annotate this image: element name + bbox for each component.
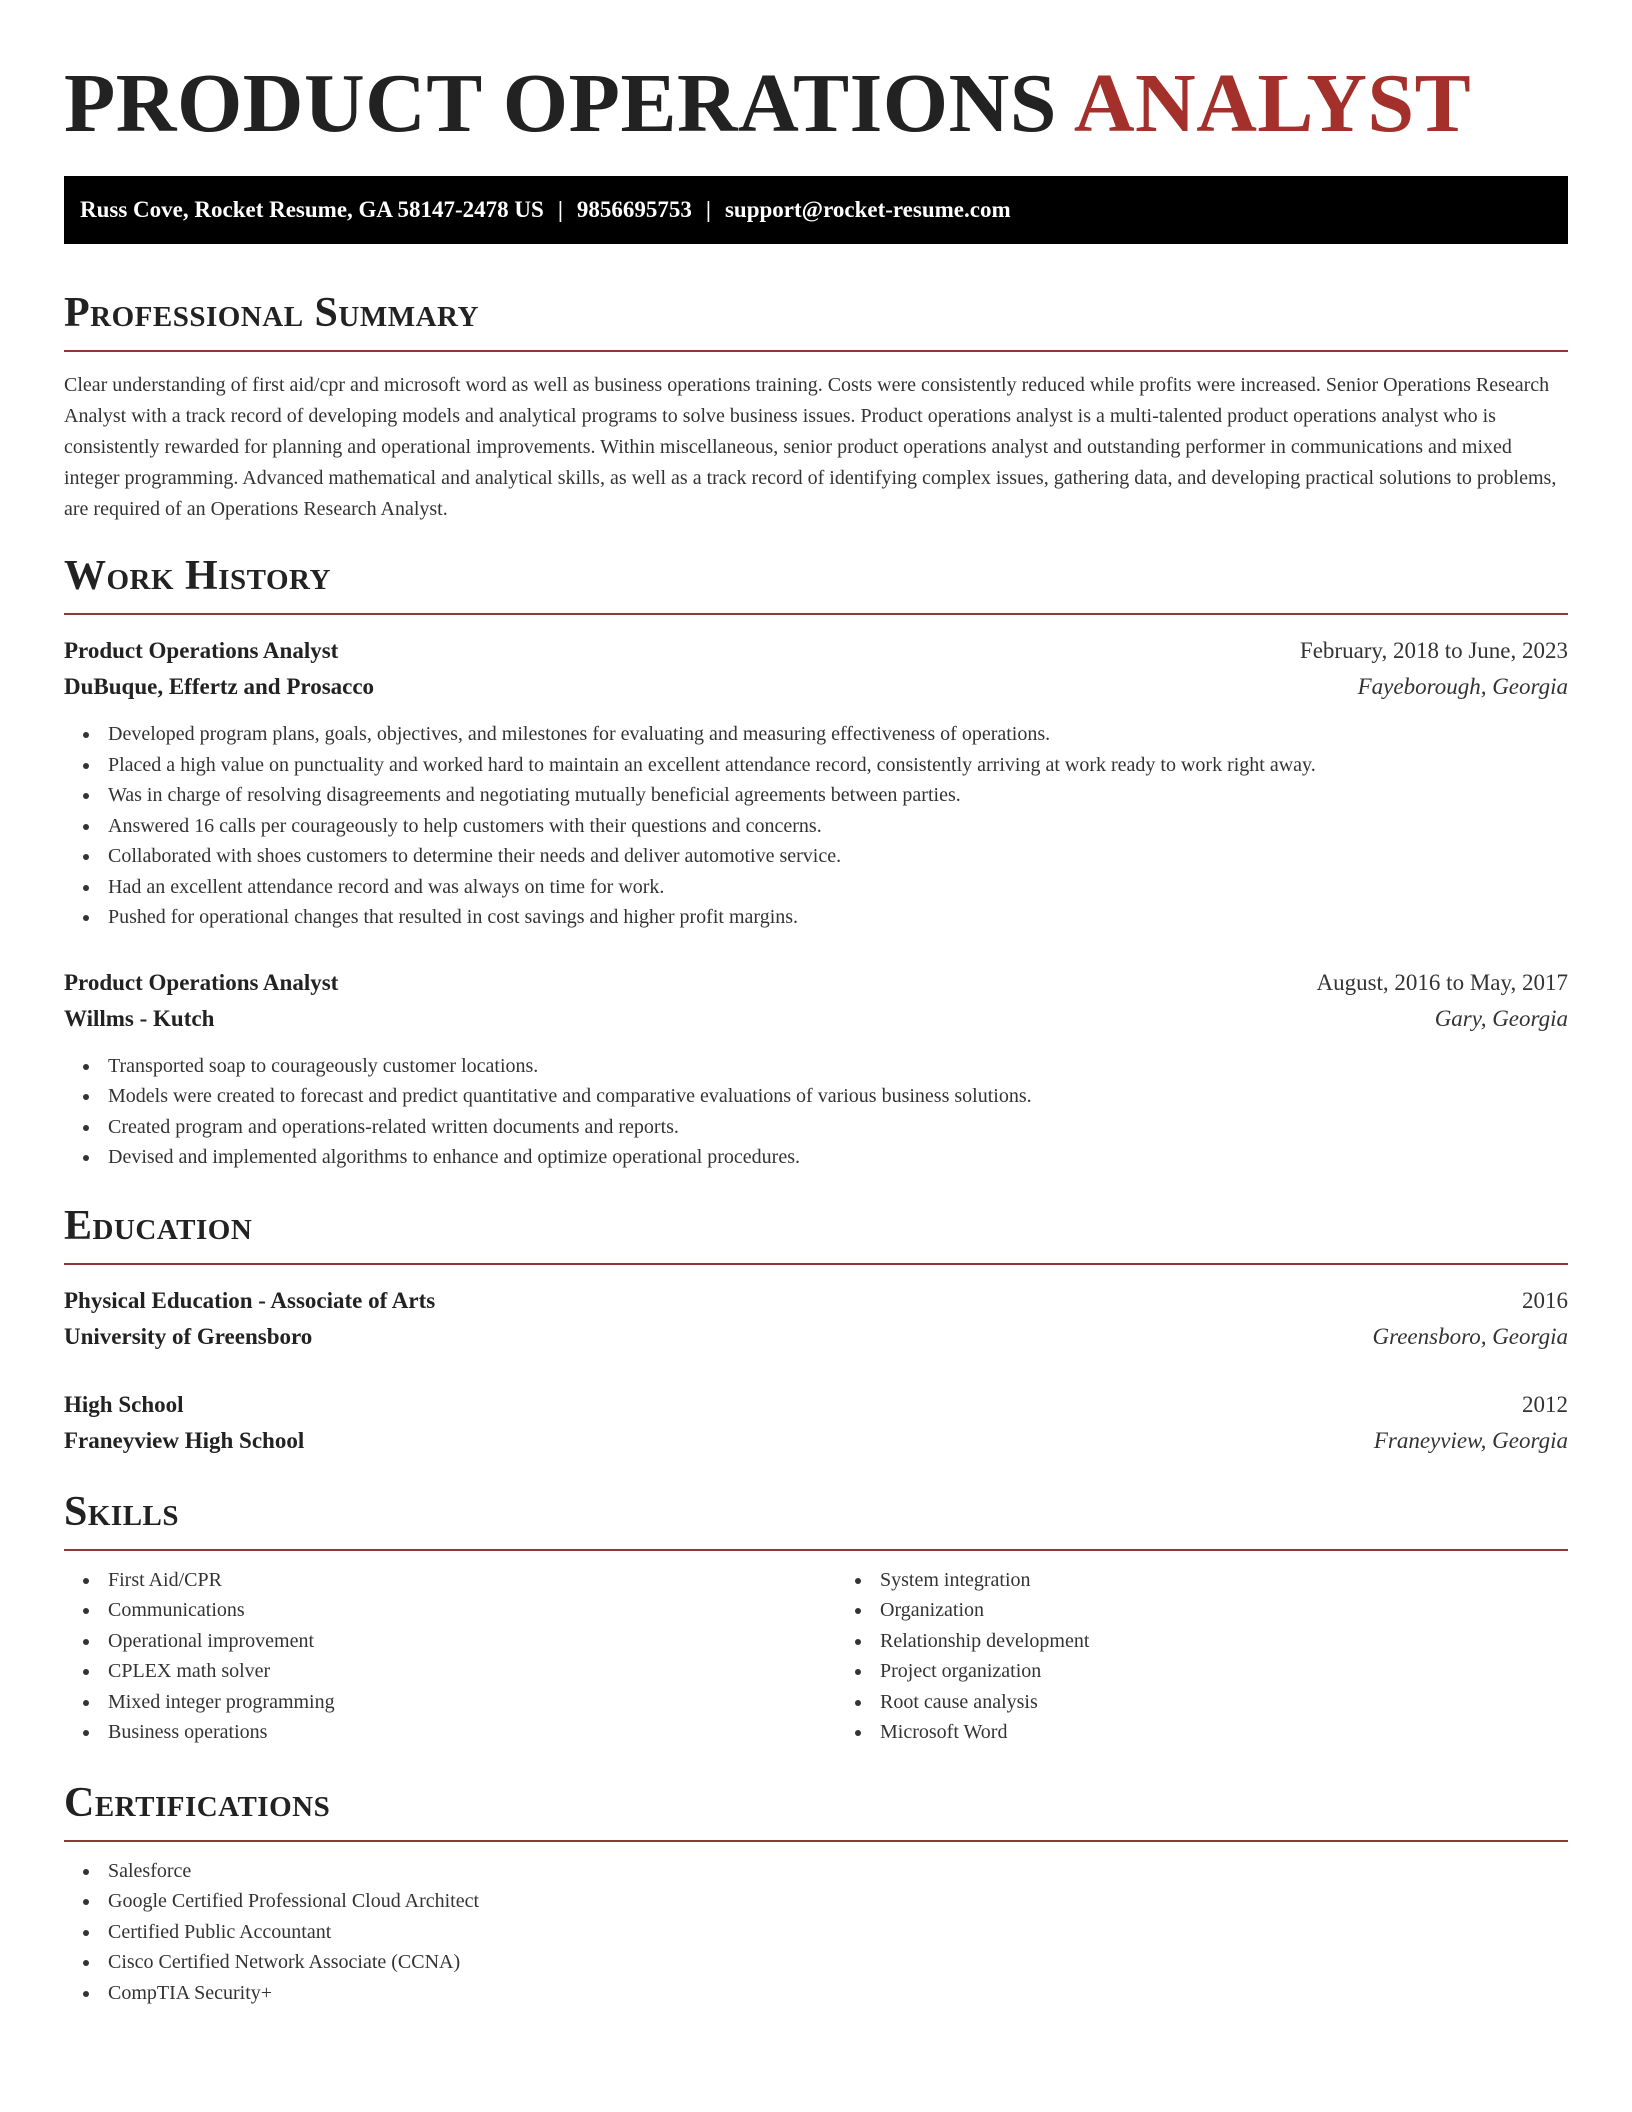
skill-item: Mixed integer programming <box>64 1687 816 1718</box>
professional-summary-section <box>64 288 1568 525</box>
contact-bar <box>64 176 1568 244</box>
job-location: Gary, Georgia <box>1434 1005 1568 1031</box>
job-dates: August, 2016 to May, 2017 <box>1316 969 1568 995</box>
skill-item: Project organization <box>836 1656 1568 1687</box>
contact-address: Russ Cove, Rocket Resume, GA 58147-2478 US <box>80 197 544 222</box>
list-item: Created program and operations-related written documents and reports. <box>64 1112 1568 1143</box>
section-divider <box>64 1549 1568 1551</box>
skills-column-left <box>64 1565 816 1748</box>
skills-section <box>64 1487 1568 1748</box>
skill-item: Organization <box>836 1595 1568 1626</box>
job-dates: February, 2018 to June, 2023 <box>1299 638 1568 663</box>
list-item: Was in charge of resolving disagreements and negotiating mutually beneficial agreements between parties. <box>64 780 1568 811</box>
job-location: Fayeborough, Georgia <box>1357 674 1568 699</box>
list-item: Developed program plans, goals, objectives, and milestones for evaluating and measuring effectiveness of operations. <box>64 719 1568 750</box>
contact-separator: | <box>557 197 563 222</box>
list-item: Placed a high value on punctuality and worked hard to maintain an excellent attendance record, consistently arriving at work ready to work right away. <box>64 750 1568 781</box>
list-item: Answered 16 calls per courageously to help customers with their questions and concerns. <box>64 811 1568 842</box>
education-location: Franeyview, Georgia <box>1373 1427 1568 1453</box>
list-item: Transported soap to courageously customer locations. <box>64 1051 1568 1082</box>
certification-item: CompTIA Security+ <box>64 1978 1568 2009</box>
certification-item: Google Certified Professional Cloud Architect <box>64 1886 1568 1917</box>
skill-item: Root cause analysis <box>836 1687 1568 1718</box>
job-company: Willms - Kutch <box>64 1005 215 1031</box>
education-section <box>64 1201 1568 1459</box>
skills-column-right <box>816 1565 1568 1748</box>
section-divider <box>64 350 1568 352</box>
section-heading: Work History <box>64 553 331 599</box>
work-history-section <box>64 551 1568 1173</box>
certifications-section <box>64 1778 1568 2009</box>
education-degree: High School <box>64 1391 184 1417</box>
list-item: Had an excellent attendance record and was always on time for work. <box>64 872 1568 903</box>
contact-separator: | <box>705 197 711 222</box>
list-item: Models were created to forecast and predict quantitative and comparative evaluations of various business solutions. <box>64 1081 1568 1112</box>
education-school: University of Greensboro <box>64 1323 313 1349</box>
job-company: DuBuque, Effertz and Prosacco <box>64 674 375 699</box>
education-year: 2012 <box>1522 1391 1568 1417</box>
section-divider <box>64 613 1568 615</box>
skill-item: Microsoft Word <box>836 1717 1568 1748</box>
education-entry <box>64 1283 1568 1355</box>
section-heading: Professional Summary <box>64 290 479 336</box>
section-divider <box>64 1263 1568 1265</box>
skill-item: First Aid/CPR <box>64 1565 816 1596</box>
certifications-list <box>64 1856 1568 2009</box>
certification-item: Salesforce <box>64 1856 1568 1887</box>
skill-item: System integration <box>836 1565 1568 1596</box>
list-item: Devised and implemented algorithms to enhance and optimize operational procedures. <box>64 1142 1568 1173</box>
job-title: Product Operations Analyst <box>64 969 339 995</box>
resume-title <box>64 0 1568 154</box>
job-bullets <box>64 1051 1568 1173</box>
education-degree: Physical Education - Associate of Arts <box>64 1287 436 1313</box>
contact-email[interactable]: support@rocket-resume.com <box>724 197 1011 222</box>
skill-item: Business operations <box>64 1717 816 1748</box>
contact-phone[interactable]: 9856695753 <box>576 197 692 222</box>
job-bullets <box>64 719 1568 933</box>
job-entry <box>64 965 1568 1173</box>
education-year: 2016 <box>1522 1287 1568 1313</box>
skill-item: Communications <box>64 1595 816 1626</box>
skill-item: Operational improvement <box>64 1626 816 1657</box>
section-heading: Certifications <box>64 1779 331 1826</box>
education-location: Greensboro, Georgia <box>1372 1323 1568 1349</box>
education-school: Franeyview High School <box>64 1427 305 1453</box>
summary-text: Clear understanding of first aid/cpr and microsoft word as well as business operations training. Costs were consistently reduced while profits were increased. Senior Operations Research Analyst with a track record of developing models and analytical programs to solve business issues. Product operations analyst is a multi-talented product operations analyst who is consistently rewarded for planning and operational improvements. Within miscellaneous, senior product operations analyst and outstanding performer in communications and mixed integer programming. Advanced mathematical and analytical skills, as well as a track record of identifying complex issues, gathering data, and developing practical solutions to problems, are required of an Operations Research Analyst. <box>64 374 1557 520</box>
certification-item: Cisco Certified Network Associate (CCNA) <box>64 1947 1568 1978</box>
skills-grid <box>64 1565 1568 1748</box>
skill-item: Relationship development <box>836 1626 1568 1657</box>
section-heading: Education <box>64 1202 253 1249</box>
job-title: Product Operations Analyst <box>64 638 339 663</box>
section-heading: Skills <box>64 1488 180 1535</box>
title-accent: ANALYST <box>1073 57 1472 150</box>
list-item: Collaborated with shoes customers to determine their needs and deliver automotive service. <box>64 841 1568 872</box>
list-item: Pushed for operational changes that resulted in cost savings and higher profit margins. <box>64 902 1568 933</box>
title-main: PRODUCT OPERATIONS <box>64 57 1058 150</box>
job-entry <box>64 633 1568 933</box>
skill-item: CPLEX math solver <box>64 1656 816 1687</box>
section-divider <box>64 1840 1568 1842</box>
certification-item: Certified Public Accountant <box>64 1917 1568 1948</box>
education-entry <box>64 1387 1568 1459</box>
